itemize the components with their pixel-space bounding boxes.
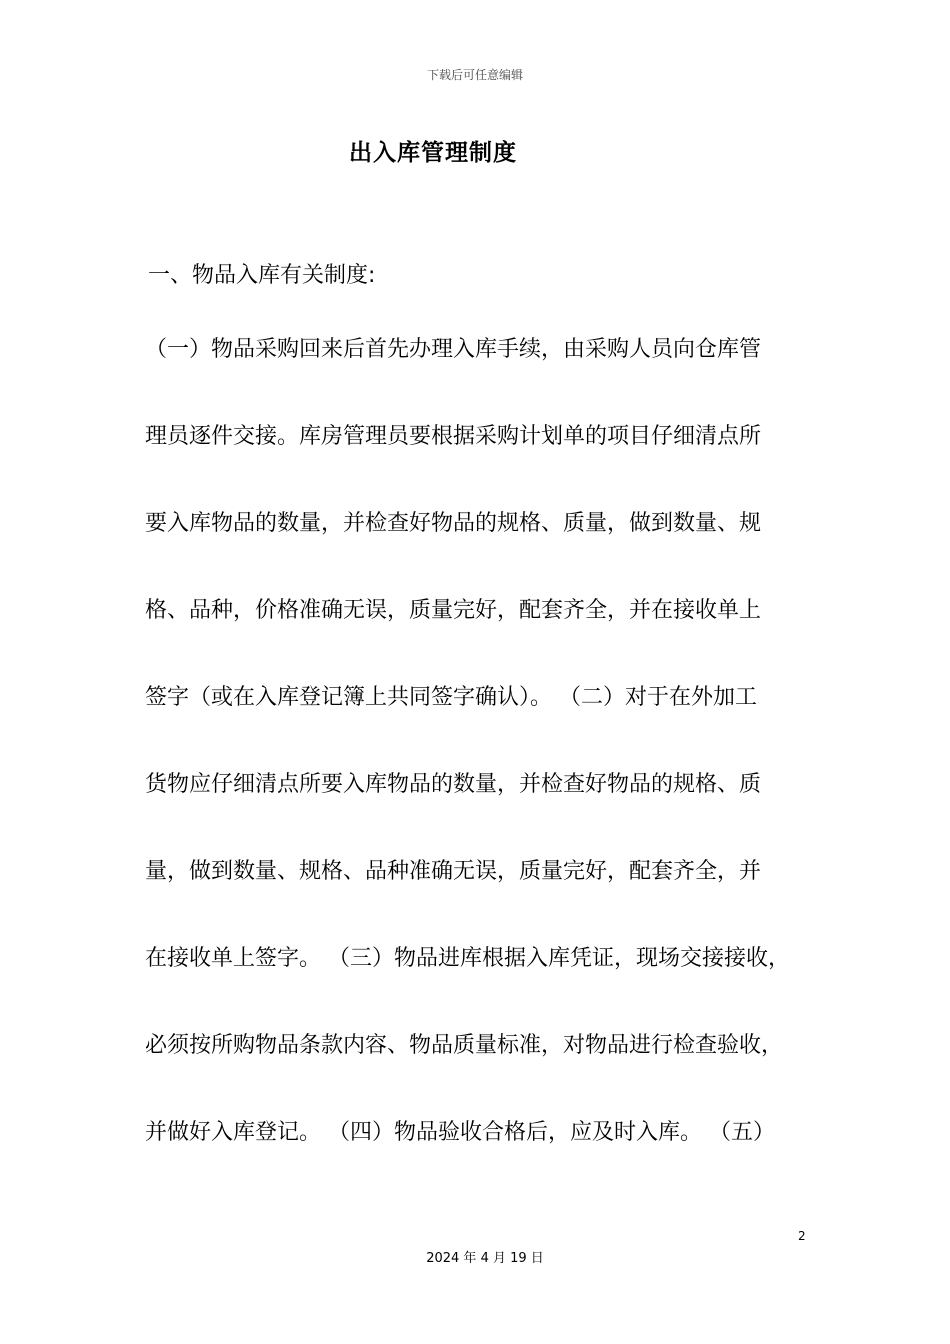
paragraph-line: 必须按所购物品条款内容、物品质量标准，对物品进行检查验收，	[145, 1033, 784, 1058]
page-number: 2	[798, 1229, 806, 1243]
footer-date: 2024 年 4 月 19 日	[426, 1251, 544, 1266]
paragraph-line: 签字（或在入库登记簿上共同签字确认）。 （二）对于在外加工	[145, 685, 757, 710]
paragraph-line: （一）物品采购回来后首先办理入库手续，由采购人员向仓库管	[145, 337, 762, 362]
header-note: 下载后可任意编辑	[426, 68, 523, 82]
document-title: 出入库管理制度	[349, 140, 517, 166]
paragraph-line: 要入库物品的数量，并检查好物品的规格、质量，做到数量、规	[145, 511, 762, 536]
paragraph-line: 格、品种，价格准确无误，质量完好，配套齐全，并在接收单上	[145, 598, 762, 623]
paragraph-line: 量，做到数量、规格、品种准确无误，质量完好，配套齐全，并	[145, 859, 762, 884]
paragraph-line: 并做好入库登记。 （四）物品验收合格后，应及时入库。 （五）	[145, 1120, 775, 1145]
paragraph-line: 货物应仔细清点所要入库物品的数量，并检查好物品的规格、质	[145, 772, 762, 797]
paragraph-line: 在接收单上签字。 （三）物品进库根据入库凭证，现场交接接收，	[145, 946, 790, 971]
section-heading: 一、物品入库有关制度:	[148, 263, 376, 288]
paragraph-line: 理员逐件交接。库房管理员要根据采购计划单的项目仔细清点所	[145, 424, 762, 449]
